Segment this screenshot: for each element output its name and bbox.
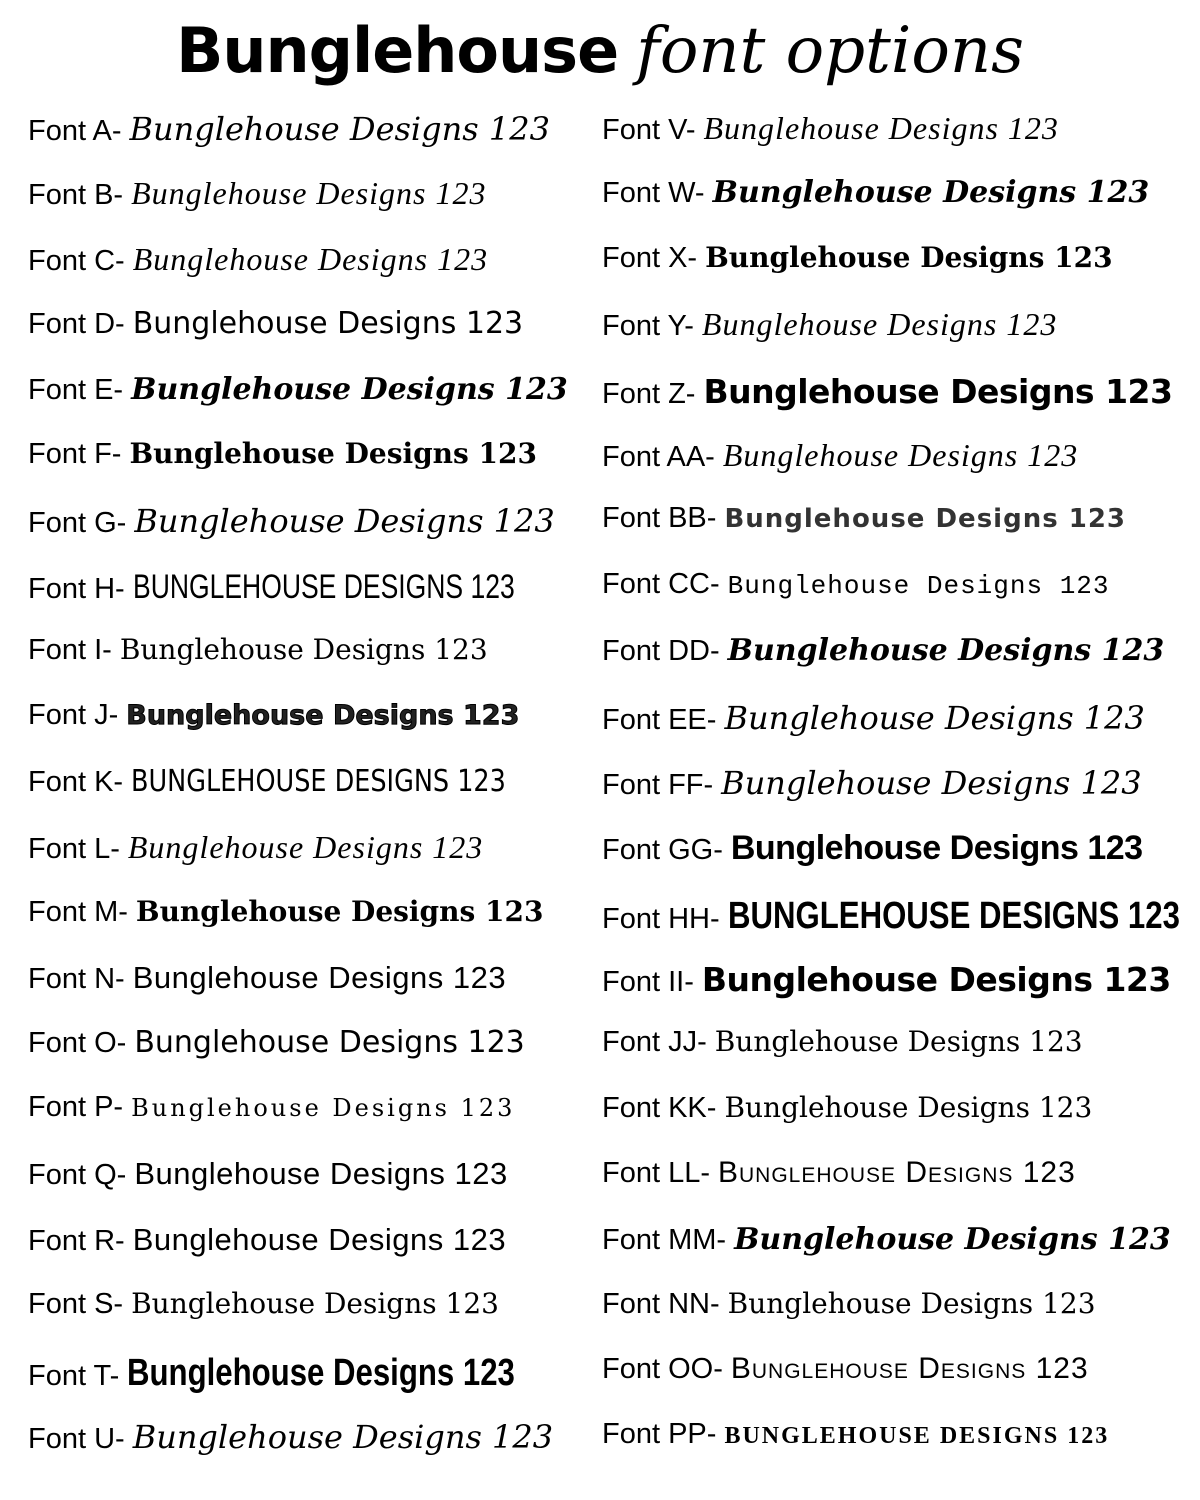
font-option-label: Font PP- [602, 1417, 717, 1450]
font-option-sample: Bunglehouse Designs 123 [127, 829, 484, 866]
font-option-sample: Bunglehouse Designs 123 [126, 699, 520, 731]
font-option-label: Font NN- [602, 1288, 720, 1321]
font-option-sample: Bunglehouse Designs 123 [724, 504, 1126, 535]
font-option-label: Font E- [28, 373, 124, 406]
font-option-row [28, 241, 608, 303]
font-option-sample: Bunglehouse Designs 123 [727, 633, 1165, 669]
font-option-sample: Bunglehouse Designs 123 [722, 436, 1079, 473]
font-option-label: Font I- [28, 634, 112, 667]
font-option-label: Font HH- [602, 902, 720, 935]
font-option-label: Font K- [28, 765, 124, 798]
font-option-label: Font W- [602, 177, 705, 210]
font-option-sample: Bunglehouse Designs 123 [119, 633, 488, 667]
font-option-label: Font X- [602, 241, 698, 274]
font-option-sample: Bunglehouse Designs 123 [134, 502, 555, 541]
title-subtitle: font options [636, 14, 1024, 88]
font-option-label: Font B- [28, 179, 124, 212]
font-option-sample: Bunglehouse Designs 123 [131, 1287, 499, 1321]
font-option-label: Font S- [28, 1288, 124, 1321]
font-option-label: Font Q- [28, 1159, 127, 1192]
font-option-row [28, 1025, 608, 1087]
font-option-sample: Bunglehouse Designs 123 [714, 1025, 1083, 1059]
font-option-label: Font JJ- [602, 1026, 707, 1059]
font-list-left [28, 110, 608, 1480]
font-option-label: Font C- [28, 244, 125, 277]
font-option-label: Font EE- [602, 703, 717, 736]
font-option-sample: Bunglehouse Designs 123 [724, 1090, 1093, 1124]
font-option-sample: Bunglehouse Designs 123 [132, 960, 507, 996]
font-option-row [602, 241, 1192, 303]
font-option-row [602, 1352, 1192, 1414]
font-option-sample: BUNGLEHOUSE DESIGNS 123 [727, 894, 1180, 937]
font-option-row [28, 306, 608, 368]
font-option-sample: Bunglehouse Designs 123 [718, 1156, 1076, 1190]
font-option-label: Font Z- [602, 377, 696, 410]
font-option-row [28, 1156, 608, 1218]
font-option-sample: Bunglehouse Designs 123 [724, 698, 1145, 737]
font-option-label: Font F- [28, 437, 122, 470]
font-option-sample: Bunglehouse Designs 123 [705, 240, 1113, 274]
font-option-sample: Bunglehouse Designs 123 [135, 894, 544, 928]
font-option-label: Font FF- [602, 768, 714, 801]
font-option-row [28, 110, 608, 172]
font-option-row [602, 110, 1192, 172]
font-option-row [28, 1287, 608, 1349]
font-option-label: Font G- [28, 507, 127, 540]
font-option-sample: Bunglehouse Designs 123 [730, 1352, 1089, 1386]
font-option-row [28, 764, 608, 826]
font-option-row [28, 829, 608, 891]
font-option-sample: BUNGLEHOUSE DESIGNS 123 [132, 567, 515, 606]
font-option-label: Font II- [602, 966, 694, 999]
font-list-right [602, 110, 1192, 1480]
page-title [0, 14, 1200, 88]
font-option-sample: Bunglehouse Designs 123 [703, 110, 1059, 146]
font-option-row [602, 1156, 1192, 1218]
font-option-label: Font OO- [602, 1353, 723, 1386]
font-option-row [28, 568, 608, 630]
font-option-sample: Bunglehouse Designs 123 [131, 175, 487, 212]
font-option-sample: Bunglehouse Designs 123 [734, 1221, 1171, 1257]
title-brand: Bunglehouse [176, 14, 619, 87]
font-option-sample: Bunglehouse Designs 123 [727, 1287, 1096, 1321]
font-option-row [602, 175, 1192, 237]
font-option-row [602, 1222, 1192, 1284]
font-option-row [28, 1222, 608, 1284]
font-option-row [602, 895, 1192, 957]
font-option-label: Font H- [28, 572, 125, 605]
font-option-row [602, 764, 1192, 826]
font-option-row [602, 633, 1192, 695]
font-option-sample: Bunglehouse Designs 123 [131, 1093, 516, 1122]
font-option-label: Font R- [28, 1224, 125, 1257]
font-option-sample: Bunglehouse Designs 123 [703, 371, 1173, 411]
font-option-sample: Bunglehouse Designs 123 [134, 1025, 525, 1061]
font-option-sample: Bunglehouse Designs 123 [132, 306, 524, 342]
font-option-row [602, 1418, 1192, 1480]
font-option-row [602, 960, 1192, 1022]
font-option-row [602, 699, 1192, 761]
font-option-row [28, 1418, 608, 1480]
font-option-row [28, 960, 608, 1022]
font-option-label: Font BB- [602, 502, 717, 535]
font-option-sample: Bunglehouse Designs 123 [712, 175, 1150, 211]
font-option-sample: Bunglehouse Designs 123 [129, 436, 537, 470]
font-option-sample: Bunglehouse Designs 123 [701, 306, 1058, 343]
font-option-sample: Bunglehouse Designs 123 [129, 110, 550, 148]
font-option-row [28, 1352, 608, 1414]
font-option-label: Font M- [28, 895, 128, 928]
font-option-sample: Bunglehouse Designs 123 [134, 1156, 508, 1192]
font-option-sample: Bunglehouse Designs 123 [132, 1221, 507, 1257]
font-option-sample: Bunglehouse Designs 123 [132, 1417, 554, 1456]
font-option-label: Font U- [28, 1422, 125, 1455]
font-option-sample: BUNGLEHOUSE DESIGNS 123 [131, 763, 506, 799]
font-option-label: Font CC- [602, 567, 720, 600]
font-option-label: Font MM- [602, 1223, 727, 1256]
font-option-sample: Bunglehouse Designs 123 [730, 829, 1143, 868]
font-option-label: Font KK- [602, 1091, 717, 1124]
font-option-row [602, 437, 1192, 499]
font-option-label: Font N- [28, 963, 125, 996]
font-option-row [602, 502, 1192, 564]
font-option-row [602, 1287, 1192, 1349]
font-option-sample: Bunglehouse Designs 123 [721, 763, 1142, 802]
font-option-row [602, 1091, 1192, 1153]
font-option-row [28, 699, 608, 761]
font-option-sample: Bunglehouse Designs 123 [727, 570, 1110, 601]
font-option-row [28, 175, 608, 237]
font-option-label: Font A- [28, 115, 122, 147]
font-option-label: Font LL- [602, 1157, 710, 1190]
font-option-row [602, 568, 1192, 630]
font-option-label: Font O- [28, 1027, 127, 1060]
font-option-label: Font T- [28, 1360, 120, 1393]
font-option-label: Font P- [28, 1090, 124, 1123]
font-option-sample: Bunglehouse Designs 123 [132, 240, 489, 277]
font-option-label: Font DD- [602, 635, 720, 668]
font-option-sample: Bunglehouse Designs 123 [131, 371, 568, 407]
font-option-label: Font L- [28, 833, 120, 866]
font-option-label: Font GG- [602, 834, 723, 867]
font-option-row [602, 306, 1192, 368]
font-option-row [28, 633, 608, 695]
font-option-label: Font V- [602, 114, 696, 146]
font-option-row [28, 502, 608, 564]
font-option-label: Font D- [28, 308, 125, 341]
font-option-row [28, 895, 608, 957]
font-option-sample: Bunglehouse Designs 123 [127, 1352, 516, 1395]
font-option-row [602, 829, 1192, 891]
font-option-label: Font J- [28, 698, 119, 731]
font-option-label: Font AA- [602, 440, 715, 473]
font-option-row [28, 1091, 608, 1153]
font-option-row [28, 372, 608, 434]
font-option-sample: BUNGLEHOUSE DESIGNS 123 [724, 1422, 1110, 1449]
font-option-sample: Bunglehouse Designs 123 [701, 960, 1171, 1000]
font-option-row [602, 372, 1192, 434]
font-option-row [602, 1025, 1192, 1087]
font-option-row [28, 437, 608, 499]
font-option-label: Font Y- [602, 310, 694, 343]
